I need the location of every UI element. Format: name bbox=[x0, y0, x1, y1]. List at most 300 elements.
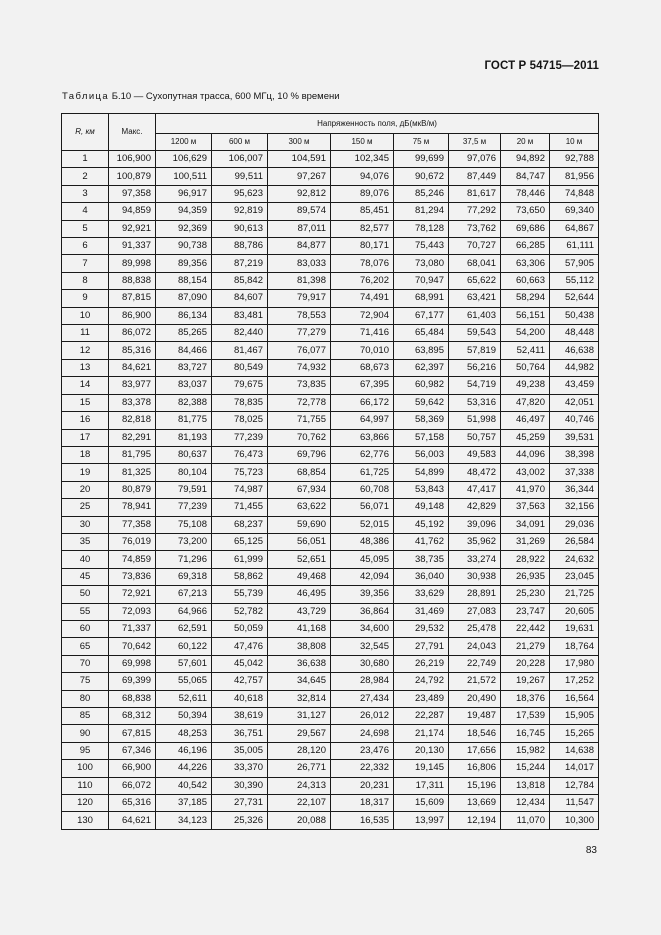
value-cell: 24,313 bbox=[268, 777, 331, 794]
value-cell: 84,747 bbox=[501, 168, 550, 185]
table-row bbox=[62, 203, 599, 220]
distance-cell: 8 bbox=[62, 272, 109, 289]
table-row bbox=[62, 638, 599, 655]
value-cell: 20,490 bbox=[449, 690, 501, 707]
value-cell: 80,549 bbox=[212, 359, 268, 376]
value-cell: 68,854 bbox=[268, 464, 331, 481]
height-header: 37,5 м bbox=[449, 134, 501, 151]
value-cell: 20,605 bbox=[550, 603, 599, 620]
distance-cell: 95 bbox=[62, 742, 109, 759]
value-cell: 46,495 bbox=[268, 586, 331, 603]
distance-cell: 60 bbox=[62, 620, 109, 637]
value-cell: 90,738 bbox=[156, 238, 212, 255]
max-cell: 94,859 bbox=[109, 203, 156, 220]
value-cell: 84,466 bbox=[156, 342, 212, 359]
value-cell: 76,202 bbox=[331, 272, 394, 289]
max-cell: 80,879 bbox=[109, 481, 156, 498]
value-cell: 57,905 bbox=[550, 255, 599, 272]
value-cell: 55,739 bbox=[212, 586, 268, 603]
table-row bbox=[62, 394, 599, 411]
distance-cell: 15 bbox=[62, 394, 109, 411]
table-row bbox=[62, 307, 599, 324]
max-cell: 81,325 bbox=[109, 464, 156, 481]
value-cell: 11,547 bbox=[550, 795, 599, 812]
value-cell: 87,011 bbox=[268, 220, 331, 237]
distance-cell: 65 bbox=[62, 638, 109, 655]
value-cell: 13,818 bbox=[501, 777, 550, 794]
value-cell: 68,673 bbox=[331, 359, 394, 376]
value-cell: 12,194 bbox=[449, 812, 501, 830]
value-cell: 26,935 bbox=[501, 568, 550, 585]
value-cell: 53,316 bbox=[449, 394, 501, 411]
value-cell: 15,982 bbox=[501, 742, 550, 759]
value-cell: 62,397 bbox=[394, 359, 449, 376]
value-cell: 52,611 bbox=[156, 690, 212, 707]
value-cell: 29,567 bbox=[268, 725, 331, 742]
value-cell: 49,238 bbox=[501, 377, 550, 394]
max-cell: 86,900 bbox=[109, 307, 156, 324]
value-cell: 78,835 bbox=[212, 394, 268, 411]
value-cell: 30,680 bbox=[331, 655, 394, 672]
value-cell: 87,449 bbox=[449, 168, 501, 185]
table-row bbox=[62, 690, 599, 707]
distance-cell: 4 bbox=[62, 203, 109, 220]
value-cell: 50,757 bbox=[449, 429, 501, 446]
value-cell: 33,274 bbox=[449, 551, 501, 568]
value-cell: 32,545 bbox=[331, 638, 394, 655]
value-cell: 67,177 bbox=[394, 307, 449, 324]
max-cell: 64,621 bbox=[109, 812, 156, 830]
table-row bbox=[62, 620, 599, 637]
value-cell: 76,077 bbox=[268, 342, 331, 359]
value-cell: 26,584 bbox=[550, 533, 599, 550]
height-header: 75 м bbox=[394, 134, 449, 151]
value-cell: 38,735 bbox=[394, 551, 449, 568]
value-cell: 81,193 bbox=[156, 429, 212, 446]
value-cell: 46,196 bbox=[156, 742, 212, 759]
value-cell: 16,745 bbox=[501, 725, 550, 742]
value-cell: 38,619 bbox=[212, 708, 268, 725]
table-row bbox=[62, 586, 599, 603]
distance-cell: 40 bbox=[62, 551, 109, 568]
value-cell: 63,866 bbox=[331, 429, 394, 446]
value-cell: 59,642 bbox=[394, 394, 449, 411]
value-cell: 20,088 bbox=[268, 812, 331, 830]
max-cell: 76,019 bbox=[109, 533, 156, 550]
value-cell: 19,267 bbox=[501, 673, 550, 690]
value-cell: 69,686 bbox=[501, 220, 550, 237]
value-cell: 57,819 bbox=[449, 342, 501, 359]
value-cell: 81,956 bbox=[550, 168, 599, 185]
value-cell: 28,984 bbox=[331, 673, 394, 690]
value-cell: 100,511 bbox=[156, 168, 212, 185]
value-cell: 28,922 bbox=[501, 551, 550, 568]
value-cell: 78,128 bbox=[394, 220, 449, 237]
value-cell: 74,932 bbox=[268, 359, 331, 376]
distance-cell: 16 bbox=[62, 412, 109, 429]
value-cell: 30,938 bbox=[449, 568, 501, 585]
value-cell: 47,476 bbox=[212, 638, 268, 655]
value-cell: 62,776 bbox=[331, 446, 394, 463]
value-cell: 74,848 bbox=[550, 185, 599, 202]
value-cell: 67,395 bbox=[331, 377, 394, 394]
value-cell: 12,784 bbox=[550, 777, 599, 794]
table-row bbox=[62, 185, 599, 202]
max-cell: 78,941 bbox=[109, 499, 156, 516]
value-cell: 21,725 bbox=[550, 586, 599, 603]
max-cell: 66,900 bbox=[109, 760, 156, 777]
value-cell: 50,394 bbox=[156, 708, 212, 725]
value-cell: 45,095 bbox=[331, 551, 394, 568]
value-cell: 40,618 bbox=[212, 690, 268, 707]
value-cell: 31,469 bbox=[394, 603, 449, 620]
value-cell: 47,820 bbox=[501, 394, 550, 411]
value-cell: 37,563 bbox=[501, 499, 550, 516]
value-cell: 15,196 bbox=[449, 777, 501, 794]
value-cell: 23,045 bbox=[550, 568, 599, 585]
value-cell: 22,287 bbox=[394, 708, 449, 725]
value-cell: 79,917 bbox=[268, 290, 331, 307]
value-cell: 33,629 bbox=[394, 586, 449, 603]
value-cell: 55,112 bbox=[550, 272, 599, 289]
max-cell: 92,921 bbox=[109, 220, 156, 237]
value-cell: 64,867 bbox=[550, 220, 599, 237]
value-cell: 43,729 bbox=[268, 603, 331, 620]
max-cell: 89,998 bbox=[109, 255, 156, 272]
value-cell: 20,130 bbox=[394, 742, 449, 759]
value-cell: 99,699 bbox=[394, 151, 449, 168]
value-cell: 50,059 bbox=[212, 620, 268, 637]
value-cell: 73,762 bbox=[449, 220, 501, 237]
value-cell: 49,583 bbox=[449, 446, 501, 463]
max-cell: 72,921 bbox=[109, 586, 156, 603]
max-cell: 91,337 bbox=[109, 238, 156, 255]
value-cell: 90,672 bbox=[394, 168, 449, 185]
value-cell: 66,172 bbox=[331, 394, 394, 411]
value-cell: 71,296 bbox=[156, 551, 212, 568]
value-cell: 48,253 bbox=[156, 725, 212, 742]
value-cell: 68,237 bbox=[212, 516, 268, 533]
table-row bbox=[62, 325, 599, 342]
value-cell: 70,947 bbox=[394, 272, 449, 289]
value-cell: 24,632 bbox=[550, 551, 599, 568]
value-cell: 78,553 bbox=[268, 307, 331, 324]
value-cell: 69,318 bbox=[156, 568, 212, 585]
value-cell: 46,497 bbox=[501, 412, 550, 429]
value-cell: 42,094 bbox=[331, 568, 394, 585]
distance-cell: 10 bbox=[62, 307, 109, 324]
value-cell: 36,040 bbox=[394, 568, 449, 585]
value-cell: 60,982 bbox=[394, 377, 449, 394]
value-cell: 18,376 bbox=[501, 690, 550, 707]
value-cell: 74,491 bbox=[331, 290, 394, 307]
max-cell: 106,900 bbox=[109, 151, 156, 168]
value-cell: 54,719 bbox=[449, 377, 501, 394]
distance-cell: 18 bbox=[62, 446, 109, 463]
value-cell: 96,917 bbox=[156, 185, 212, 202]
table-row bbox=[62, 655, 599, 672]
value-cell: 77,239 bbox=[212, 429, 268, 446]
distance-cell: 35 bbox=[62, 533, 109, 550]
value-cell: 22,749 bbox=[449, 655, 501, 672]
value-cell: 62,591 bbox=[156, 620, 212, 637]
value-cell: 56,051 bbox=[268, 533, 331, 550]
max-cell: 86,072 bbox=[109, 325, 156, 342]
value-cell: 22,332 bbox=[331, 760, 394, 777]
value-cell: 16,564 bbox=[550, 690, 599, 707]
max-cell: 68,312 bbox=[109, 708, 156, 725]
value-cell: 61,403 bbox=[449, 307, 501, 324]
max-cell: 84,621 bbox=[109, 359, 156, 376]
value-cell: 27,434 bbox=[331, 690, 394, 707]
value-cell: 35,962 bbox=[449, 533, 501, 550]
value-cell: 77,292 bbox=[449, 203, 501, 220]
value-cell: 48,472 bbox=[449, 464, 501, 481]
value-cell: 71,416 bbox=[331, 325, 394, 342]
value-cell: 106,629 bbox=[156, 151, 212, 168]
value-cell: 79,675 bbox=[212, 377, 268, 394]
value-cell: 52,411 bbox=[501, 342, 550, 359]
value-cell: 73,080 bbox=[394, 255, 449, 272]
value-cell: 14,017 bbox=[550, 760, 599, 777]
value-cell: 28,120 bbox=[268, 742, 331, 759]
value-cell: 82,388 bbox=[156, 394, 212, 411]
value-cell: 32,156 bbox=[550, 499, 599, 516]
max-cell: 85,316 bbox=[109, 342, 156, 359]
table-row bbox=[62, 342, 599, 359]
standard-code: ГОСТ Р 54715—2011 bbox=[484, 60, 599, 72]
max-cell: 87,815 bbox=[109, 290, 156, 307]
value-cell: 77,279 bbox=[268, 325, 331, 342]
value-cell: 95,623 bbox=[212, 185, 268, 202]
value-cell: 76,473 bbox=[212, 446, 268, 463]
value-cell: 40,746 bbox=[550, 412, 599, 429]
distance-cell: 110 bbox=[62, 777, 109, 794]
table-row bbox=[62, 464, 599, 481]
distance-cell: 3 bbox=[62, 185, 109, 202]
value-cell: 80,637 bbox=[156, 446, 212, 463]
value-cell: 46,638 bbox=[550, 342, 599, 359]
max-cell: 82,818 bbox=[109, 412, 156, 429]
value-cell: 15,244 bbox=[501, 760, 550, 777]
max-cell: 73,836 bbox=[109, 568, 156, 585]
height-header: 600 м bbox=[212, 134, 268, 151]
value-cell: 50,764 bbox=[501, 359, 550, 376]
value-cell: 69,796 bbox=[268, 446, 331, 463]
value-cell: 52,651 bbox=[268, 551, 331, 568]
max-cell: 68,838 bbox=[109, 690, 156, 707]
value-cell: 24,792 bbox=[394, 673, 449, 690]
value-cell: 42,757 bbox=[212, 673, 268, 690]
value-cell: 43,002 bbox=[501, 464, 550, 481]
value-cell: 92,369 bbox=[156, 220, 212, 237]
distance-cell: 130 bbox=[62, 812, 109, 830]
value-cell: 41,970 bbox=[501, 481, 550, 498]
value-cell: 25,230 bbox=[501, 586, 550, 603]
table-row bbox=[62, 255, 599, 272]
max-cell: 67,346 bbox=[109, 742, 156, 759]
table-row bbox=[62, 220, 599, 237]
table-row bbox=[62, 812, 599, 830]
distance-cell: 20 bbox=[62, 481, 109, 498]
value-cell: 71,755 bbox=[268, 412, 331, 429]
value-cell: 17,980 bbox=[550, 655, 599, 672]
distance-cell: 55 bbox=[62, 603, 109, 620]
value-cell: 45,259 bbox=[501, 429, 550, 446]
table-row bbox=[62, 551, 599, 568]
value-cell: 85,451 bbox=[331, 203, 394, 220]
value-cell: 20,228 bbox=[501, 655, 550, 672]
value-cell: 83,033 bbox=[268, 255, 331, 272]
value-cell: 48,448 bbox=[550, 325, 599, 342]
value-cell: 28,891 bbox=[449, 586, 501, 603]
value-cell: 22,107 bbox=[268, 795, 331, 812]
value-cell: 56,151 bbox=[501, 307, 550, 324]
value-cell: 24,043 bbox=[449, 638, 501, 655]
value-cell: 34,645 bbox=[268, 673, 331, 690]
value-cell: 92,812 bbox=[268, 185, 331, 202]
max-cell: 71,337 bbox=[109, 620, 156, 637]
value-cell: 67,934 bbox=[268, 481, 331, 498]
value-cell: 75,108 bbox=[156, 516, 212, 533]
value-cell: 15,265 bbox=[550, 725, 599, 742]
table-row bbox=[62, 777, 599, 794]
value-cell: 84,607 bbox=[212, 290, 268, 307]
distance-cell: 25 bbox=[62, 499, 109, 516]
value-cell: 64,997 bbox=[331, 412, 394, 429]
value-cell: 45,192 bbox=[394, 516, 449, 533]
table-row bbox=[62, 516, 599, 533]
height-header: 150 м bbox=[331, 134, 394, 151]
value-cell: 55,065 bbox=[156, 673, 212, 690]
value-cell: 77,239 bbox=[156, 499, 212, 516]
max-cell: 69,998 bbox=[109, 655, 156, 672]
value-cell: 19,145 bbox=[394, 760, 449, 777]
value-cell: 65,622 bbox=[449, 272, 501, 289]
table-row bbox=[62, 481, 599, 498]
value-cell: 10,300 bbox=[550, 812, 599, 830]
value-cell: 87,090 bbox=[156, 290, 212, 307]
value-cell: 86,134 bbox=[156, 307, 212, 324]
value-cell: 60,708 bbox=[331, 481, 394, 498]
value-cell: 72,778 bbox=[268, 394, 331, 411]
value-cell: 69,340 bbox=[550, 203, 599, 220]
value-cell: 39,531 bbox=[550, 429, 599, 446]
table-caption bbox=[62, 91, 340, 102]
value-cell: 83,037 bbox=[156, 377, 212, 394]
value-cell: 32,814 bbox=[268, 690, 331, 707]
distance-cell: 19 bbox=[62, 464, 109, 481]
value-cell: 16,535 bbox=[331, 812, 394, 830]
value-cell: 53,843 bbox=[394, 481, 449, 498]
table-row bbox=[62, 412, 599, 429]
value-cell: 17,656 bbox=[449, 742, 501, 759]
value-cell: 23,476 bbox=[331, 742, 394, 759]
value-cell: 16,806 bbox=[449, 760, 501, 777]
value-cell: 24,698 bbox=[331, 725, 394, 742]
value-cell: 18,546 bbox=[449, 725, 501, 742]
value-cell: 63,421 bbox=[449, 290, 501, 307]
value-cell: 22,442 bbox=[501, 620, 550, 637]
table-row bbox=[62, 533, 599, 550]
max-cell: 77,358 bbox=[109, 516, 156, 533]
value-cell: 56,003 bbox=[394, 446, 449, 463]
value-cell: 17,311 bbox=[394, 777, 449, 794]
value-cell: 30,390 bbox=[212, 777, 268, 794]
table-row bbox=[62, 568, 599, 585]
height-header: 10 м bbox=[550, 134, 599, 151]
distance-header: R, км bbox=[62, 114, 109, 151]
value-cell: 12,434 bbox=[501, 795, 550, 812]
max-cell: 70,642 bbox=[109, 638, 156, 655]
height-header: 1200 м bbox=[156, 134, 212, 151]
value-cell: 82,440 bbox=[212, 325, 268, 342]
value-cell: 31,127 bbox=[268, 708, 331, 725]
value-cell: 48,386 bbox=[331, 533, 394, 550]
value-cell: 35,005 bbox=[212, 742, 268, 759]
value-cell: 61,111 bbox=[550, 238, 599, 255]
distance-cell: 45 bbox=[62, 568, 109, 585]
value-cell: 27,083 bbox=[449, 603, 501, 620]
value-cell: 94,076 bbox=[331, 168, 394, 185]
value-cell: 39,356 bbox=[331, 586, 394, 603]
value-cell: 52,644 bbox=[550, 290, 599, 307]
value-cell: 49,468 bbox=[268, 568, 331, 585]
caption-label: Таблица bbox=[62, 91, 110, 102]
value-cell: 71,455 bbox=[212, 499, 268, 516]
value-cell: 54,200 bbox=[501, 325, 550, 342]
table-row bbox=[62, 446, 599, 463]
value-cell: 36,864 bbox=[331, 603, 394, 620]
value-cell: 85,842 bbox=[212, 272, 268, 289]
distance-cell: 70 bbox=[62, 655, 109, 672]
value-cell: 85,265 bbox=[156, 325, 212, 342]
value-cell: 80,104 bbox=[156, 464, 212, 481]
value-cell: 66,285 bbox=[501, 238, 550, 255]
max-cell: 88,838 bbox=[109, 272, 156, 289]
value-cell: 72,904 bbox=[331, 307, 394, 324]
value-cell: 39,096 bbox=[449, 516, 501, 533]
distance-cell: 120 bbox=[62, 795, 109, 812]
caption-number: Б.10 bbox=[111, 91, 132, 102]
max-cell: 74,859 bbox=[109, 551, 156, 568]
value-cell: 36,638 bbox=[268, 655, 331, 672]
value-cell: 81,467 bbox=[212, 342, 268, 359]
value-cell: 36,344 bbox=[550, 481, 599, 498]
value-cell: 44,982 bbox=[550, 359, 599, 376]
value-cell: 42,829 bbox=[449, 499, 501, 516]
value-cell: 29,036 bbox=[550, 516, 599, 533]
table-row bbox=[62, 725, 599, 742]
value-cell: 56,071 bbox=[331, 499, 394, 516]
value-cell: 59,690 bbox=[268, 516, 331, 533]
value-cell: 56,216 bbox=[449, 359, 501, 376]
value-cell: 36,751 bbox=[212, 725, 268, 742]
value-cell: 26,012 bbox=[331, 708, 394, 725]
value-cell: 59,543 bbox=[449, 325, 501, 342]
value-cell: 38,808 bbox=[268, 638, 331, 655]
value-cell: 97,267 bbox=[268, 168, 331, 185]
max-cell: 66,072 bbox=[109, 777, 156, 794]
value-cell: 81,617 bbox=[449, 185, 501, 202]
value-cell: 67,213 bbox=[156, 586, 212, 603]
value-cell: 61,725 bbox=[331, 464, 394, 481]
value-cell: 17,252 bbox=[550, 673, 599, 690]
value-cell: 26,219 bbox=[394, 655, 449, 672]
value-cell: 31,269 bbox=[501, 533, 550, 550]
table-row bbox=[62, 168, 599, 185]
value-cell: 20,231 bbox=[331, 777, 394, 794]
